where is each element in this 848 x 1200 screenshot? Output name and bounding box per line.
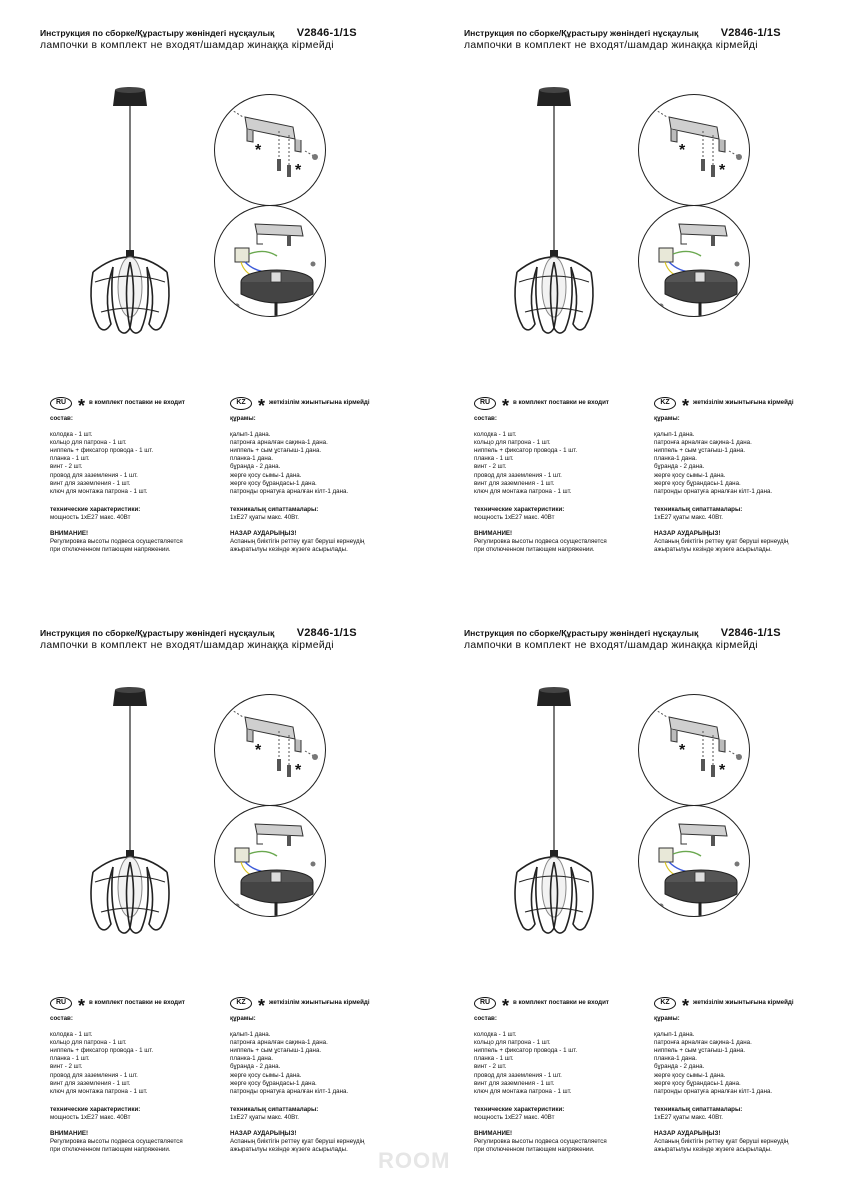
kz-warning-text [654, 538, 834, 554]
kz-tech-specs [654, 506, 834, 522]
list-item: винт - 2 шт. [474, 463, 507, 471]
ru-warning [474, 530, 644, 554]
list-item: жерге қосу сымы-1 дана. [230, 471, 302, 479]
kz-not-included-note: жеткізілім жиынтығына кірмейді [693, 398, 794, 406]
list-item: жерге қосу сымы-1 дана. [230, 1071, 302, 1079]
list-item: планка - 1 шт. [474, 1055, 514, 1063]
list-item: жерге қосу бұрандасы-1 дана. [654, 479, 741, 487]
list-item: кольцо для патрона - 1 шт. [50, 439, 127, 447]
kz-warning-title: НАЗАР АУДАРЫҢЫЗ! [230, 530, 297, 538]
list-item: колодка - 1 шт. [50, 431, 93, 439]
list-item: қалып-1 дана. [654, 431, 695, 439]
ru-tech-value: мощность 1хЕ27 макс. 40Вт [50, 1113, 131, 1121]
kz-warning [654, 1130, 834, 1154]
list-item: кольцо для патрона - 1 шт. [474, 1039, 551, 1047]
kz-section [654, 995, 834, 1154]
watermark: ROOM [378, 1148, 451, 1173]
list-item: патронды орнатуға арналған кілт-1 дана. [230, 1087, 349, 1095]
list-item: планка-1 дана. [654, 455, 697, 463]
bulbs-note: лампочки в комплект не входят/шамдар жинаққа кірмейді [40, 40, 334, 51]
list-item: при отключенном питающем напряжении. [50, 546, 171, 554]
kz-tech-label: техникалық сипаттамалары: [654, 1105, 743, 1113]
asterisk-icon: * [78, 996, 86, 1016]
list-item: при отключенном питающем напряжении. [50, 1146, 171, 1154]
instruction-title: Инструкция по сборке/Құрастыру жөніндегі нұсқаулық [40, 28, 275, 38]
list-item: винт для заземления - 1 шт. [50, 479, 131, 487]
kz-tech-label: техникалық сипаттамалары: [230, 505, 319, 513]
ru-tech-label: технические характеристики: [50, 505, 141, 513]
svg-text:*: * [719, 762, 726, 779]
sheet-header [464, 627, 804, 651]
canopy-wiring-detail-circle [638, 805, 750, 917]
list-item: патронды орнатуға арналған кілт-1 дана. [654, 487, 773, 495]
list-item: ажыратылуы кезінде жүзеге асырылады. [230, 546, 348, 554]
list-item: бұранда - 2 дана. [654, 1063, 705, 1071]
kz-warning-text [654, 1138, 834, 1154]
kz-contents-list [230, 1031, 410, 1096]
mounting-bracket-icon [215, 95, 325, 205]
instruction-sheet [424, 0, 848, 600]
list-item: планка-1 дана. [230, 1055, 273, 1063]
ru-section [50, 395, 220, 554]
pendant-lamp-illustration [509, 82, 599, 342]
list-item: патронды орнатуға арналған кілт-1 дана. [654, 1087, 773, 1095]
model-number: V2846-1/1S [296, 627, 357, 639]
svg-text:*: * [255, 142, 262, 159]
list-item: провод для заземления - 1 шт. [50, 1071, 138, 1079]
ru-tech-specs [474, 1106, 644, 1122]
kz-tech-value: 1хЕ27 қуаты макс. 40Вт. [654, 1113, 723, 1121]
list-item: планка-1 дана. [654, 1055, 697, 1063]
list-item: Регулировка высоты подвеса осуществляется [50, 1138, 183, 1146]
kz-language-badge: KZ [654, 397, 676, 410]
ru-warning-text [50, 538, 220, 554]
ru-contents-list [50, 431, 220, 496]
list-item: при отключенном питающем напряжении. [474, 546, 595, 554]
ru-tech-specs [474, 506, 644, 522]
kz-warning-text [230, 538, 410, 554]
list-item: ниппель + фиксатор провода - 1 шт. [50, 447, 154, 455]
model-number: V2846-1/1S [720, 27, 781, 39]
ru-contents-list [50, 1031, 220, 1096]
canopy-wiring-icon [639, 206, 749, 316]
kz-contents-list [654, 431, 834, 496]
canopy-wiring-detail-circle [638, 205, 750, 317]
mounting-bracket-icon [215, 695, 325, 805]
kz-language-badge: KZ [230, 397, 252, 410]
list-item: жерге қосу бұрандасы-1 дана. [230, 479, 317, 487]
ru-warning-title: ВНИМАНИЕ! [474, 1130, 513, 1138]
list-item: патронды орнатуға арналған кілт-1 дана. [230, 487, 349, 495]
kz-not-included-note: жеткізілім жиынтығына кірмейді [269, 398, 370, 406]
kz-warning [230, 530, 410, 554]
svg-text:*: * [719, 162, 726, 179]
instruction-title: Инструкция по сборке/Құрастыру жөніндегі нұсқаулық [40, 628, 275, 638]
list-item: Регулировка высоты подвеса осуществляется [50, 538, 183, 546]
sheet-header [464, 27, 804, 51]
kz-tech-value: 1хЕ27 қуаты макс. 40Вт. [230, 1113, 299, 1121]
ru-warning-text [50, 1138, 220, 1154]
asterisk-icon: * [258, 996, 266, 1016]
list-item: патронға арналған сақина-1 дана. [654, 439, 752, 447]
list-item: ажыратылуы кезінде жүзеге асырылады. [654, 546, 772, 554]
canopy-wiring-icon [215, 806, 325, 916]
svg-text:*: * [679, 742, 686, 759]
list-item: провод для заземления - 1 шт. [474, 471, 562, 479]
list-item: провод для заземления - 1 шт. [50, 471, 138, 479]
bracket-detail-circle [214, 94, 326, 206]
list-item: провод для заземления - 1 шт. [474, 1071, 562, 1079]
list-item: колодка - 1 шт. [474, 431, 517, 439]
mounting-bracket-icon [639, 95, 749, 205]
list-item: ниппель + сым ұстағыш-1 дана. [230, 447, 322, 455]
list-item: жерге қосу бұрандасы-1 дана. [230, 1079, 317, 1087]
ru-not-included-note: в комплект поставки не входит [89, 998, 185, 1006]
ru-warning [50, 530, 220, 554]
ru-contents-label: состав: [474, 415, 497, 422]
instruction-sheet [0, 600, 424, 1200]
list-item: жерге қосу бұрандасы-1 дана. [654, 1079, 741, 1087]
ru-contents-list [474, 1031, 644, 1096]
kz-not-included-note: жеткізілім жиынтығына кірмейді [269, 998, 370, 1006]
instruction-sheet [0, 0, 424, 600]
kz-tech-value: 1хЕ27 қуаты макс. 40Вт. [230, 513, 299, 521]
ru-tech-specs [50, 506, 220, 522]
list-item: жерге қосу сымы-1 дана. [654, 471, 726, 479]
instruction-sheet [424, 600, 848, 1200]
kz-contents-label: құрамы: [654, 1015, 680, 1022]
list-item: кольцо для патрона - 1 шт. [50, 1039, 127, 1047]
list-item: кольцо для патрона - 1 шт. [474, 439, 551, 447]
ru-language-badge: RU [50, 397, 72, 410]
list-item: бұранда - 2 дана. [654, 463, 705, 471]
ru-tech-value: мощность 1хЕ27 макс. 40Вт [474, 1113, 555, 1121]
pendant-lamp-illustration [85, 82, 175, 342]
list-item: колодка - 1 шт. [50, 1031, 93, 1039]
asterisk-icon: * [502, 996, 510, 1016]
list-item: ниппель + сым ұстағыш-1 дана. [654, 1047, 746, 1055]
canopy-wiring-icon [215, 206, 325, 316]
list-item: патронға арналған сақина-1 дана. [230, 1039, 328, 1047]
ru-warning-text [474, 1138, 644, 1154]
ru-tech-specs [50, 1106, 220, 1122]
list-item: планка - 1 шт. [50, 455, 90, 463]
ru-language-badge: RU [474, 397, 496, 410]
list-item: винт - 2 шт. [50, 1063, 83, 1071]
ru-tech-label: технические характеристики: [50, 1105, 141, 1113]
list-item: винт для заземления - 1 шт. [474, 479, 555, 487]
canopy-wiring-icon [639, 806, 749, 916]
list-item: колодка - 1 шт. [474, 1031, 517, 1039]
ru-language-badge: RU [474, 997, 496, 1010]
list-item: ниппель + фиксатор провода - 1 шт. [474, 1047, 578, 1055]
ru-contents-list [474, 431, 644, 496]
ru-warning-title: ВНИМАНИЕ! [50, 530, 89, 538]
kz-tech-value: 1хЕ27 қуаты макс. 40Вт. [654, 513, 723, 521]
kz-tech-specs [230, 506, 410, 522]
kz-contents-list [230, 431, 410, 496]
svg-text:*: * [679, 142, 686, 159]
list-item: винт - 2 шт. [474, 1063, 507, 1071]
canopy-wiring-detail-circle [214, 805, 326, 917]
kz-tech-label: техникалық сипаттамалары: [230, 1105, 319, 1113]
list-item: ключ для монтажа патрона - 1 шт. [50, 487, 148, 495]
model-number: V2846-1/1S [296, 27, 357, 39]
list-item: Аспаның биіктігін реттеу қуат беруші кернеудің [230, 538, 365, 546]
list-item: ажыратылуы кезінде жүзеге асырылады. [230, 1146, 348, 1154]
kz-contents-label: құрамы: [654, 415, 680, 422]
list-item: ключ для монтажа патрона - 1 шт. [50, 1087, 148, 1095]
list-item: винт - 2 шт. [50, 463, 83, 471]
list-item: Регулировка высоты подвеса осуществляется [474, 538, 607, 546]
kz-language-badge: KZ [654, 997, 676, 1010]
asterisk-icon: * [258, 396, 266, 416]
ru-tech-value: мощность 1хЕ27 макс. 40Вт [50, 513, 131, 521]
kz-tech-specs [654, 1106, 834, 1122]
list-item: ниппель + сым ұстағыш-1 дана. [230, 1047, 322, 1055]
kz-section [230, 995, 410, 1154]
asterisk-icon: * [78, 396, 86, 416]
model-number: V2846-1/1S [720, 627, 781, 639]
canopy-wiring-detail-circle [214, 205, 326, 317]
sheet-header [40, 27, 380, 51]
ru-warning-title: ВНИМАНИЕ! [474, 530, 513, 538]
mounting-bracket-icon [639, 695, 749, 805]
bracket-detail-circle [214, 694, 326, 806]
kz-section [654, 395, 834, 554]
ru-tech-label: технические характеристики: [474, 1105, 565, 1113]
list-item: бұранда - 2 дана. [230, 1063, 281, 1071]
list-item: Аспаның биіктігін реттеу қуат беруші кернеудің [654, 1138, 789, 1146]
kz-warning [654, 530, 834, 554]
ru-warning [474, 1130, 644, 1154]
ru-not-included-note: в комплект поставки не входит [89, 398, 185, 406]
list-item: ниппель + сым ұстағыш-1 дана. [654, 447, 746, 455]
ru-language-badge: RU [50, 997, 72, 1010]
kz-section [230, 395, 410, 554]
list-item: планка - 1 шт. [474, 455, 514, 463]
ru-warning-title: ВНИМАНИЕ! [50, 1130, 89, 1138]
asterisk-icon: * [502, 396, 510, 416]
list-item: қалып-1 дана. [230, 431, 271, 439]
kz-warning-title: НАЗАР АУДАРЫҢЫЗ! [654, 1130, 721, 1138]
asterisk-icon: * [682, 996, 690, 1016]
ru-tech-label: технические характеристики: [474, 505, 565, 513]
ru-not-included-note: в комплект поставки не входит [513, 998, 609, 1006]
bulbs-note: лампочки в комплект не входят/шамдар жинаққа кірмейді [464, 640, 758, 651]
bulbs-note: лампочки в комплект не входят/шамдар жинаққа кірмейді [464, 40, 758, 51]
bracket-detail-circle [638, 94, 750, 206]
list-item: бұранда - 2 дана. [230, 463, 281, 471]
list-item: ниппель + фиксатор провода - 1 шт. [474, 447, 578, 455]
kz-tech-label: техникалық сипаттамалары: [654, 505, 743, 513]
list-item: Аспаның биіктігін реттеу қуат беруші кернеудің [230, 1138, 365, 1146]
kz-tech-specs [230, 1106, 410, 1122]
kz-not-included-note: жеткізілім жиынтығына кірмейді [693, 998, 794, 1006]
list-item: при отключенном питающем напряжении. [474, 1146, 595, 1154]
ru-warning [50, 1130, 220, 1154]
kz-warning-title: НАЗАР АУДАРЫҢЫЗ! [230, 1130, 297, 1138]
asterisk-icon: * [682, 396, 690, 416]
svg-text:*: * [295, 762, 302, 779]
kz-language-badge: KZ [230, 997, 252, 1010]
list-item: ажыратылуы кезінде жүзеге асырылады. [654, 1146, 772, 1154]
bulbs-note: лампочки в комплект не входят/шамдар жинаққа кірмейді [40, 640, 334, 651]
list-item: ниппель + фиксатор провода - 1 шт. [50, 1047, 154, 1055]
list-item: винт для заземления - 1 шт. [50, 1079, 131, 1087]
list-item: патронға арналған сақина-1 дана. [654, 1039, 752, 1047]
kz-contents-label: құрамы: [230, 1015, 256, 1022]
ru-contents-label: состав: [474, 1015, 497, 1022]
kz-contents-label: құрамы: [230, 415, 256, 422]
kz-warning-title: НАЗАР АУДАРЫҢЫЗ! [654, 530, 721, 538]
list-item: планка-1 дана. [230, 455, 273, 463]
pendant-lamp-illustration [85, 682, 175, 942]
ru-section [474, 395, 644, 554]
ru-not-included-note: в комплект поставки не входит [513, 398, 609, 406]
sheet-header [40, 627, 380, 651]
instruction-title: Инструкция по сборке/Құрастыру жөніндегі нұсқаулық [464, 28, 699, 38]
list-item: патронға арналған сақина-1 дана. [230, 439, 328, 447]
svg-text:*: * [255, 742, 262, 759]
ru-section [50, 995, 220, 1154]
ru-section [474, 995, 644, 1154]
list-item: жерге қосу сымы-1 дана. [654, 1071, 726, 1079]
bracket-detail-circle [638, 694, 750, 806]
list-item: Аспаның биіктігін реттеу қуат беруші кернеудің [654, 538, 789, 546]
list-item: қалып-1 дана. [230, 1031, 271, 1039]
list-item: Регулировка высоты подвеса осуществляется [474, 1138, 607, 1146]
list-item: винт для заземления - 1 шт. [474, 1079, 555, 1087]
ru-contents-label: состав: [50, 415, 73, 422]
list-item: ключ для монтажа патрона - 1 шт. [474, 487, 572, 495]
kz-contents-list [654, 1031, 834, 1096]
ru-tech-value: мощность 1хЕ27 макс. 40Вт [474, 513, 555, 521]
list-item: қалып-1 дана. [654, 1031, 695, 1039]
svg-text:*: * [295, 162, 302, 179]
instruction-title: Инструкция по сборке/Құрастыру жөніндегі нұсқаулық [464, 628, 699, 638]
ru-contents-label: состав: [50, 1015, 73, 1022]
list-item: планка - 1 шт. [50, 1055, 90, 1063]
list-item: ключ для монтажа патрона - 1 шт. [474, 1087, 572, 1095]
ru-warning-text [474, 538, 644, 554]
pendant-lamp-illustration [509, 682, 599, 942]
